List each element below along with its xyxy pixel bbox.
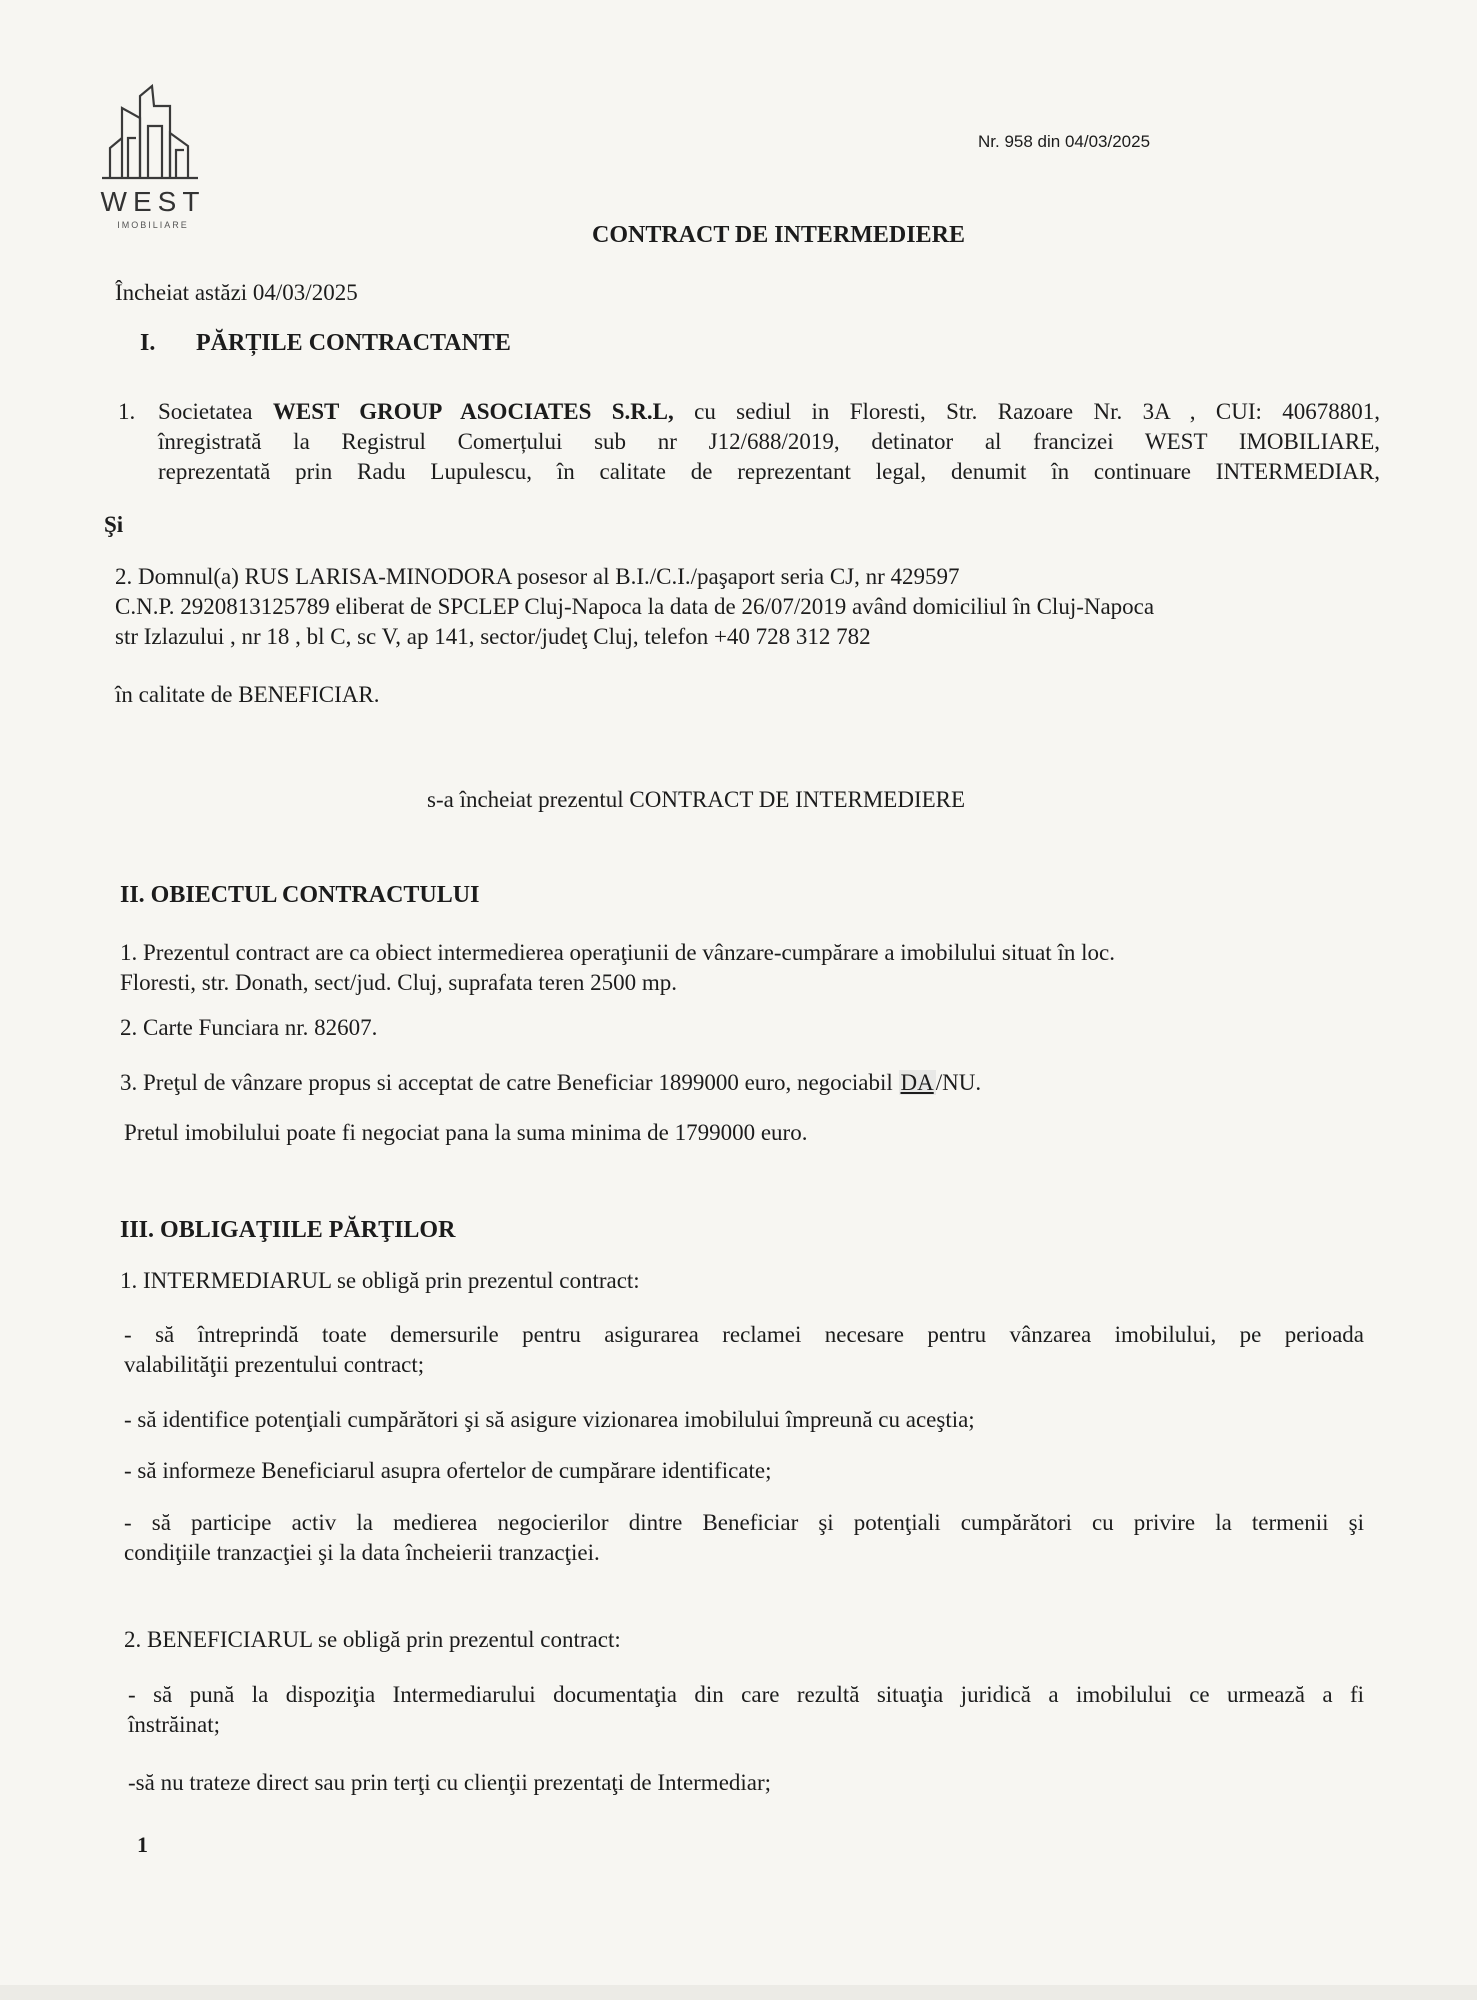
west-logo — [92, 78, 217, 228]
document-title: CONTRACT DE INTERMEDIERE — [592, 222, 965, 248]
beneficiary-role: în calitate de BENEFICIAR. — [115, 682, 380, 707]
obligation-advertising-line-2: valabilităţii prezentului contract; — [124, 1352, 425, 1377]
intermediary-obligations-intro: 1. INTERMEDIARUL se obligă prin prezentul contract: — [120, 1268, 640, 1293]
party-1-line-1 — [158, 397, 1380, 427]
minimum-price: Pretul imobilului poate fi negociat pana la suma minima de 1799000 euro. — [124, 1120, 808, 1145]
section-1-title: PĂRȚILE CONTRACTANTE — [196, 330, 511, 356]
section-2-p1-line-2: Floresti, str. Donath, sect/jud. Cluj, suprafata teren 2500 mp. — [120, 970, 678, 995]
obligation-identify-buyers: - să identifice potenţiali cumpărători şi să asigure vizionarea imobilului împreună cu aceştia; — [124, 1407, 975, 1432]
section-1-number: I. — [140, 330, 156, 356]
document-number: Nr. 958 din 04/03/2025 — [978, 132, 1151, 151]
party-2-line-1: 2. Domnul(a) RUS LARISA-MINODORA posesor al B.I./C.I./paşaport seria CJ, nr 429597 — [115, 564, 960, 589]
party-2-line-3: str Izlazului , nr 18 , bl C, sc V, ap 141, sector/judeţ Cluj, telefon +40 728 312 782 — [115, 624, 871, 649]
sale-price-text: 3. Preţul de vânzare propus si acceptat de catre Beneficiar 1899000 euro, negociabil — [120, 1070, 899, 1095]
concluded-date: Încheiat astăzi 04/03/2025 — [115, 280, 358, 305]
party-1-line-2 — [158, 427, 1380, 457]
logo-subtitle: IMOBILIARE — [117, 220, 189, 230]
party-1-representative: reprezentată prin Radu Lupulescu, în calitate de reprezentant legal, denumit în continuare INTERMEDIAR, — [158, 459, 1380, 484]
section-2-p1-line-1: 1. Prezentul contract are ca obiect intermedierea operaţiunii de vânzare-cumpărare a imobilului situat în loc. — [120, 940, 1115, 965]
party-1-pre: Societatea — [158, 399, 273, 424]
contract-concluded-statement: s-a încheiat prezentul CONTRACT DE INTERMEDIERE — [427, 787, 966, 812]
party-1-line-1-rest: cu sediul in Floresti, Str. Razoare Nr. 3A , CUI: 40678801, — [673, 399, 1380, 424]
obligation-no-direct-dealing: -să nu trateze direct sau prin terţi cu clienţii prezentaţi de Intermediar; — [128, 1770, 772, 1795]
party-1-number: 1. — [118, 399, 136, 424]
obligation-advertising-line-1 — [124, 1320, 1364, 1350]
conjunction-and: Şi — [104, 512, 124, 537]
land-registry: 2. Carte Funciara nr. 82607. — [120, 1015, 378, 1040]
obligation-inform-offers: - să informeze Beneficiarul asupra ofertelor de cumpărare identificate; — [124, 1458, 772, 1483]
negotiable-no: /NU. — [935, 1070, 982, 1095]
obligation-mediation-line-1 — [124, 1508, 1364, 1538]
obligation-documentation-text: - să pună la dispoziţia Intermediarului documentaţia din care rezultă situaţia juridică a imobilului ce urmează a fi — [128, 1682, 1364, 1707]
obligation-documentation-line-1 — [128, 1680, 1364, 1710]
obligation-mediation-line-2: condiţiile tranzacţiei şi la data încheierii tranzacţiei. — [124, 1540, 600, 1565]
party-1-line-3 — [158, 457, 1380, 487]
page-bottom-edge — [0, 1985, 1477, 2000]
section-3-heading: III. OBLIGAŢIILE PĂRŢILOR — [120, 1217, 456, 1243]
obligation-mediation-text: - să participe activ la medierea negocierilor dintre Beneficiar şi potenţiali cumpărători cu privire la termenii şi — [124, 1510, 1364, 1535]
section-2-heading: II. OBIECTUL CONTRACTULUI — [120, 882, 480, 908]
section-1-heading — [140, 328, 511, 358]
building-logo-icon — [92, 78, 214, 183]
obligation-advertising-text: - să întreprindă toate demersurile pentru asigurarea reclamei necesare pentru vânzarea imobilului, pe perioada — [124, 1322, 1364, 1347]
logo-wordmark: WEST — [100, 186, 206, 217]
negotiable-yes-mark: DA — [900, 1070, 934, 1095]
sale-price — [120, 1068, 981, 1098]
page-number: 1 — [137, 1832, 148, 1857]
party-1-registration: înregistrată la Registrul Comerțului sub nr J12/688/2019, detinator al francizei WEST IMOBILIARE, — [158, 429, 1380, 454]
beneficiary-obligations-intro: 2. BENEFICIARUL se obligă prin prezentul contract: — [124, 1627, 621, 1652]
company-name: WEST GROUP ASOCIATES S.R.L, — [272, 399, 674, 424]
obligation-documentation-line-2: înstrăinat; — [128, 1712, 220, 1737]
party-2-line-2: C.N.P. 2920813125789 eliberat de SPCLEP Cluj-Napoca la data de 26/07/2019 având domiciliul în Cluj-Napoca — [115, 594, 1155, 619]
